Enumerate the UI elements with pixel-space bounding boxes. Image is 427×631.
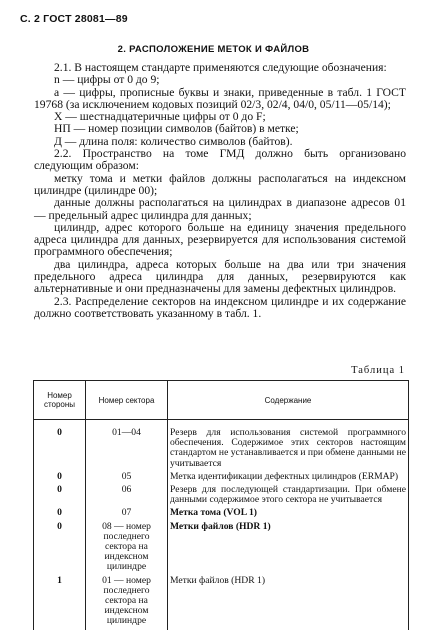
header-content: Содержание	[168, 381, 409, 420]
table-row	[34, 420, 409, 472]
cell-sector: 08 — номер последнего сектора на индексном цилиндре	[86, 522, 168, 576]
definition-n: n — цифры от 0 до 9;	[54, 73, 160, 87]
cell-content: Метки файлов (HDR 1)	[168, 576, 409, 630]
cell-content: Метка идентификации дефектных цилиндров (ERMAP)	[168, 472, 409, 485]
cell-content: Резерв для последующей стандартизации. При обмене данными содержимое этого сектора не учитывается	[168, 485, 409, 508]
cell-content: Метка тома (VOL 1)	[168, 508, 409, 521]
header-side: Номер стороны	[34, 381, 86, 420]
cell-side: 0	[34, 522, 86, 576]
body-text	[34, 62, 406, 320]
table-row	[34, 522, 409, 576]
cell-side: 0	[34, 485, 86, 508]
table-header-row	[34, 381, 409, 420]
paragraph-2-2-a: метку тома и метки файлов должны располагаться на индексном цилиндре (цилиндре 00);	[34, 171, 406, 197]
definition-np: НП — номер позиции символов (байтов) в метке;	[54, 122, 299, 136]
cell-sector: 07	[86, 508, 168, 521]
paragraph-2-3: 2.3. Распределение секторов на индексном цилиндре и их содержание должно соответствовать указанному в табл. 1.	[34, 294, 406, 320]
table-caption: Таблица 1	[351, 365, 405, 376]
cell-content: Метки файлов (HDR 1)	[168, 522, 409, 576]
cell-side: 0	[34, 472, 86, 485]
paragraph-2-2: 2.2. Пространство на томе ГМД должно быть организовано следующим образом:	[34, 147, 406, 173]
cell-side: 1	[34, 576, 86, 630]
sector-table	[33, 380, 409, 630]
table-row	[34, 508, 409, 521]
cell-sector: 01—04	[86, 420, 168, 472]
definition-d: Д — длина поля: количество символов (байтов).	[54, 134, 293, 148]
table-row	[34, 485, 409, 508]
paragraph-2-1-intro: 2.1. В настоящем стандарте применяются следующие обозначения:	[54, 61, 387, 74]
cell-sector: 01 — номер последнего сектора на индексном цилиндре	[86, 576, 168, 630]
definition-x: X — шестнадцатеричные цифры от 0 до F;	[54, 110, 266, 124]
paragraph-2-2-c: цилиндр, адрес которого больше на единицу значения предельного адреса цилиндра для данных, резервируется для использования системой программного обеспечения;	[34, 220, 406, 259]
paragraph-2-2-d: два цилиндра, адреса которых больше на два или три значения предельного адреса цилиндра для данных, резервируются как альтернативные и они предназначены для замены дефектных цилиндров.	[34, 257, 406, 296]
running-header: С. 2 ГОСТ 28081—89	[20, 13, 128, 25]
cell-sector: 06	[86, 485, 168, 508]
cell-side: 0	[34, 508, 86, 521]
cell-side: 0	[34, 420, 86, 472]
definition-a: а — цифры, прописные буквы и знаки, приведенные в табл. 1 ГОСТ 19768 (за исключением кодовых позиций 02/3, 02/4, 04/0, 05/11—05/14);	[34, 85, 406, 111]
table-row	[34, 576, 409, 630]
header-sector: Номер сектора	[86, 381, 168, 420]
section-title: 2. РАСПОЛОЖЕНИЕ МЕТОК И ФАЙЛОВ	[117, 44, 310, 55]
cell-sector: 05	[86, 472, 168, 485]
cell-content: Резерв для использования системой программного обеспечения. Содержимое этих секторов настоящим стандартом не устанавливается и при обмене данными не учитывается	[168, 420, 409, 472]
paragraph-2-2-b: данные должны располагаться на цилиндрах в диапазоне адресов 01 — предельный адрес цилиндра для данных;	[34, 196, 406, 222]
